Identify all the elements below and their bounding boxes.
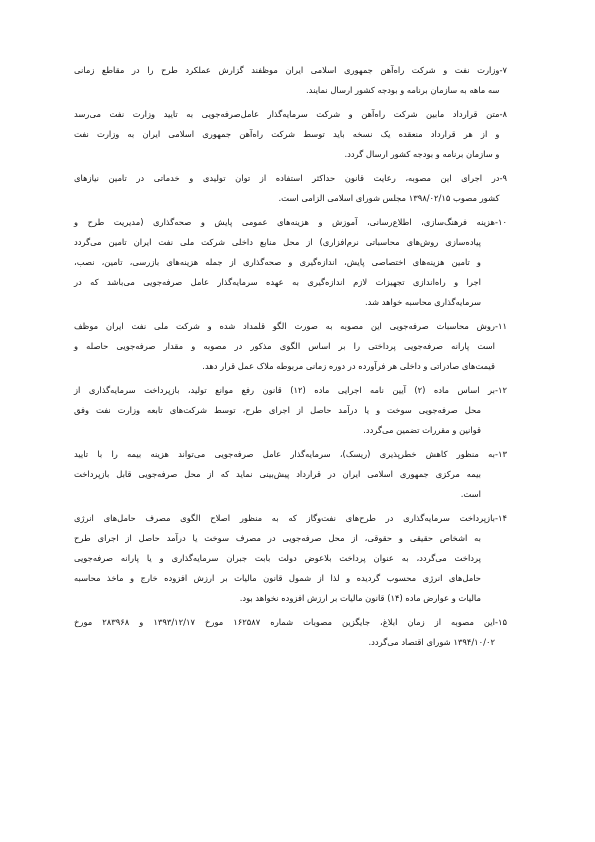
clause-line: ۱۳۹۴/۱۰/۰۲ شورای اقتصاد می‌گردد. <box>368 637 495 647</box>
clause-line: هزینه فرهنگ‌سازی، اطلاع‌رسانی، آموزش و هزینه‌های عمومی پایش و صحه‌گذاری (مدیریت طرح و <box>74 217 495 227</box>
clause-7 <box>74 60 507 100</box>
clause-11 <box>74 316 507 376</box>
clause-number: ۱۴- <box>494 513 507 523</box>
clause-number: ۱۰- <box>494 217 507 227</box>
clause-line: به منظور کاهش خطرپذیری (ریسک)، سرمایه‌گذار عامل صرفه‌جویی می‌تواند هزینه بیمه را با تایید <box>74 449 495 459</box>
clause-10 <box>74 212 507 312</box>
clause-number: ۸- <box>499 109 507 119</box>
clause-line: روش محاسبات صرفه‌جویی این مصوبه به صورت الگو قلمداد شده و شرکت ملی نفت ایران موظف <box>74 321 495 331</box>
clause-text <box>74 104 499 164</box>
clause-line: وزارت نفت و شرکت راه‌آهن جمهوری اسلامی ایران موظفند گزارش عملکرد طرح را در مقاطع زمانی <box>74 65 500 75</box>
clause-line: بازپرداخت سرمایه‌گذاری در طرح‌های نفت‌وگاز که به منظور اصلاح الگوی مصرف حامل‌های انرژی <box>74 513 495 523</box>
clause-line: و تامین هزینه‌های اختصاصی پایش، اندازه‌گیری و صحه‌گذاری از جمله هزینه‌های بازرسی، تامین، نصب، <box>74 257 481 267</box>
clause-15 <box>74 612 507 652</box>
clause-number: ۱۲- <box>494 385 507 395</box>
clause-9 <box>74 168 507 208</box>
clause-14 <box>74 508 507 608</box>
clause-line: و سازمان برنامه و بودجه کشور ارسال گردد. <box>344 149 500 159</box>
clause-line: سه ماهه به سازمان برنامه و بودجه کشور ارسال نمایند. <box>306 85 500 95</box>
clause-line: و از هر قرارداد منعقده یک نسخه باید توسط شرکت راه‌آهن جمهوری اسلامی ایران به وزارت نفت <box>74 129 500 139</box>
clause-text <box>74 380 495 440</box>
clause-text <box>74 508 495 608</box>
clause-line: کشور مصوب ۱۳۹۸/۰۲/۱۵ مجلس شورای اسلامی الزامی است. <box>278 193 500 203</box>
clause-line: مالیات و عوارض ماده (۱۴) قانون مالیات بر ارزش افزوده نخواهد بود. <box>239 593 481 603</box>
clause-number: ۱۱- <box>494 321 507 331</box>
clause-number: ۱۵- <box>494 617 507 627</box>
clause-13 <box>74 444 507 504</box>
clause-line: متن قرارداد مابین شرکت راه‌آهن و شرکت سرمایه‌گذار عامل‌صرفه‌جویی به تایید وزارت نفت می‌رسد <box>74 109 500 119</box>
clauses-list <box>74 60 507 652</box>
clause-12 <box>74 380 507 440</box>
clause-text <box>74 212 495 312</box>
clause-line: پرداخت می‌گردد، به عنوان پرداخت بلاعوض دولت بابت جبران سرمایه‌گذاری و یا پارانه صرفه‌جویی <box>74 553 481 563</box>
clause-line: حامل‌های انرژی محسوب گردیده و لذا از شمول قانون مالیات بر ارزش افزوده خارج و ماخذ محاسبه <box>74 573 481 583</box>
clause-text <box>74 60 499 100</box>
clause-line: است. <box>460 489 481 499</box>
clause-8 <box>74 104 507 164</box>
clause-number: ۱۳- <box>494 449 507 459</box>
clause-line: در اجرای این مصوبه، رعایت قانون حداکثر استفاده از توان تولیدی و خدماتی در تامین نیازهای <box>74 173 500 183</box>
clause-text <box>74 444 495 504</box>
clause-line: سرمایه‌گذاری محاسبه خواهد شد. <box>364 297 481 307</box>
clause-text <box>74 612 495 652</box>
clause-line: قوانین و مقررات تضمین می‌گردد. <box>363 425 481 435</box>
clause-line: بر اساس ماده (۲) آیین نامه اجرایی ماده (۱۲) قانون رفع موانع تولید، بازپرداخت سرمایه‌گذاری از <box>74 385 495 395</box>
clause-number: ۷- <box>499 65 507 75</box>
clause-line: اجرا و راه‌اندازی تجهیزات لازم اندازه‌گیری به عهده سرمایه‌گذار عامل صرفه‌جویی می‌باشد که در <box>74 277 481 287</box>
clause-line: محل صرفه‌جویی سوخت و یا درآمد حاصل از اجرای طرح، توسط شرکت‌های تابعه وزارت نفت وفق <box>74 405 481 415</box>
clause-number: ۹- <box>499 173 507 183</box>
clause-line: بیمه مرکزی جمهوری اسلامی ایران در قرارداد پیش‌بینی نماید که از محل صرفه‌جویی قابل بازپرداخت <box>74 469 481 479</box>
clause-text <box>74 316 495 376</box>
clause-line: قیمت‌های صادراتی و داخلی هر فرآورده در دوره زمانی مربوطه ملاک عمل قرار دهد. <box>202 361 495 371</box>
clause-line: این مصوبه از زمان ابلاغ، جایگزین مصوبات شماره ۱۶۲۵۸۷ مورخ ۱۳۹۳/۱۲/۱۷ و ۲۸۳۹۶۸ مورخ <box>74 617 495 627</box>
clause-line: پیاده‌سازی روش‌های محاسباتی نرم‌افزاری) از محل منابع داخلی شرکت ملی نفت ایران تامین می‌گردد <box>74 237 481 247</box>
clause-text <box>74 168 499 208</box>
clause-line: به اشخاص حقیقی و حقوقی، از محل صرفه‌جویی در مصرف سوخت یا درآمد حاصل از اجرای طرح <box>74 533 481 543</box>
clause-line: است پارانه صرفه‌جویی پرداختی را بر اساس الگوی مذکور در مصوبه و مقدار صرفه‌جویی حاصله و <box>74 341 495 351</box>
